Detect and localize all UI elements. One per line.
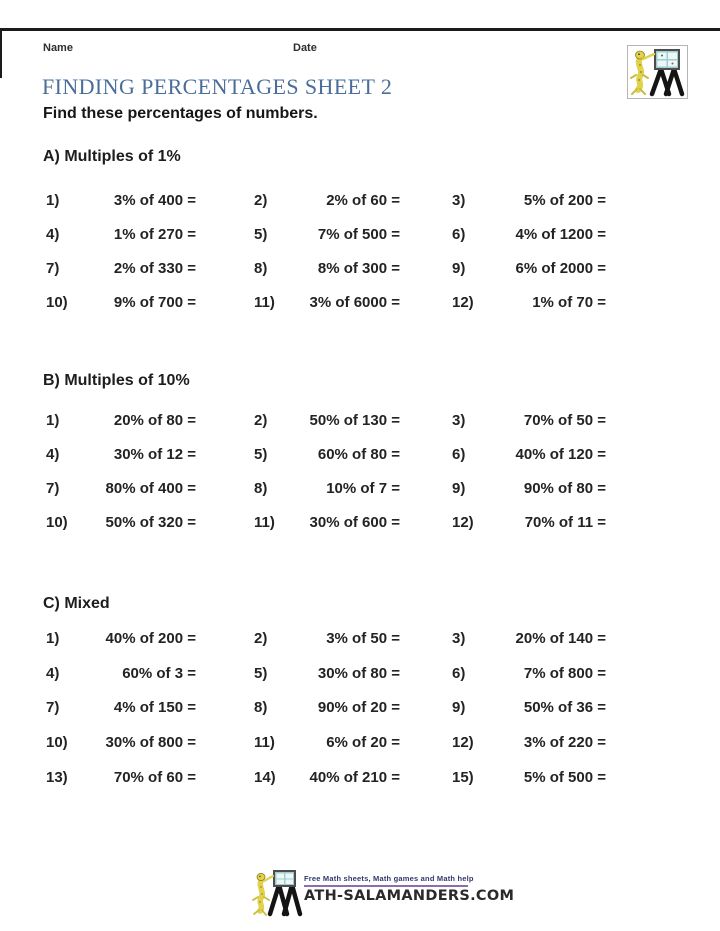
problem-expression: 2% of 330 = [113,259,196,277]
problem-expression: 7% of 500 = [317,225,400,243]
problem-expression: 9% of 700 = [113,293,196,311]
problem-row [46,437,606,471]
problem-number: 14) [254,769,276,787]
problem-number: 12) [452,293,474,311]
problem-expression: 3% of 400 = [113,191,196,209]
problem-expression: 3% of 6000 = [309,293,400,311]
problem-number: 7) [46,699,60,717]
problem-number: 3) [452,191,466,209]
problem-expression: 60% of 3 = [122,664,196,682]
problem-row [46,760,606,795]
section-c-problems [46,621,606,795]
problem-expression: 50% of 36 = [523,699,606,717]
problem-row [46,183,606,217]
footer-text-block [304,874,514,904]
problem-number: 7) [46,479,60,497]
problem-number: 6) [452,445,466,463]
problem-number: 7) [46,259,60,277]
problem-expression: 40% of 210 = [309,769,400,787]
problem-number: 2) [254,629,268,647]
section-c-heading: C) Mixed [43,595,110,612]
problem-number: 13) [46,769,68,787]
problem-number: 5) [254,225,268,243]
problem-number: 5) [254,664,268,682]
problem-expression: 3% of 50 = [326,629,400,647]
problem-number: 4) [46,664,60,682]
problem-number: 2) [254,191,268,209]
problem-expression: 20% of 140 = [515,629,606,647]
page-top-border [0,28,720,31]
problem-expression: 90% of 80 = [523,479,606,497]
footer-brand [251,869,514,917]
problem-row [46,725,606,760]
problem-expression: 5% of 200 = [523,191,606,209]
problem-expression: 2% of 60 = [326,191,400,209]
problem-number: 4) [46,225,60,243]
problem-expression: 10% of 7 = [326,479,400,497]
problem-row [46,621,606,656]
problem-expression: 8% of 300 = [317,259,400,277]
problem-expression: 40% of 200 = [105,629,196,647]
section-b-heading: B) Multiples of 10% [43,372,190,389]
problem-number: 12) [452,734,474,752]
problem-number: 2) [254,411,268,429]
problem-number: 15) [452,769,474,787]
problem-number: 10) [46,293,68,311]
problem-number: 11) [254,513,275,531]
problem-number: 3) [452,411,466,429]
problem-expression: 6% of 20 = [326,734,400,752]
date-label: Date [293,42,317,54]
problem-number: 9) [452,259,466,277]
problem-number: 6) [452,225,466,243]
problem-row [46,217,606,251]
problem-expression: 4% of 150 = [113,699,196,717]
problem-number: 12) [452,513,474,531]
problem-expression: 5% of 500 = [523,769,606,787]
problem-number: 11) [254,293,275,311]
problem-expression: 40% of 120 = [515,445,606,463]
problem-expression: 60% of 80 = [317,445,400,463]
problem-expression: 50% of 320 = [105,513,196,531]
problem-row [46,471,606,505]
salamander-easel-icon [251,869,303,917]
problem-expression: 7% of 800 = [523,664,606,682]
salamander-easel-icon [627,45,688,99]
problem-number: 8) [254,479,268,497]
problem-expression: 4% of 1200 = [515,225,606,243]
problem-number: 1) [46,191,60,209]
page-left-border [0,28,2,78]
problem-expression: 3% of 220 = [523,734,606,752]
section-a-problems [46,183,606,319]
problem-number: 8) [254,699,268,717]
problem-expression: 1% of 270 = [113,225,196,243]
problem-expression: 90% of 20 = [317,699,400,717]
problem-expression: 30% of 12 = [113,445,196,463]
problem-number: 9) [452,699,466,717]
problem-number: 4) [46,445,60,463]
problem-expression: 6% of 2000 = [515,259,606,277]
problem-row [46,656,606,691]
problem-number: 1) [46,411,60,429]
problem-row [46,403,606,437]
instruction-text: Find these percentages of numbers. [43,105,318,122]
section-b-problems [46,403,606,539]
problem-number: 1) [46,629,60,647]
problem-number: 10) [46,513,68,531]
problem-number: 11) [254,734,275,752]
problem-row [46,505,606,539]
problem-number: 5) [254,445,268,463]
name-label: Name [43,42,73,54]
footer-divider [304,885,468,887]
problem-expression: 70% of 60 = [113,769,196,787]
problem-expression: 30% of 600 = [309,513,400,531]
page-title: FINDING PERCENTAGES SHEET 2 [42,74,393,99]
problem-row [46,285,606,319]
problem-row [46,691,606,726]
problem-expression: 70% of 11 = [524,513,606,531]
problem-number: 9) [452,479,466,497]
problem-expression: 30% of 800 = [105,734,196,752]
problem-expression: 20% of 80 = [113,411,196,429]
math-salamanders-logo [627,45,688,99]
problem-number: 3) [452,629,466,647]
problem-expression: 1% of 70 = [532,293,606,311]
footer-tagline: Free Math sheets, Math games and Math help [304,874,474,883]
problem-expression: 80% of 400 = [105,479,196,497]
problem-expression: 70% of 50 = [523,411,606,429]
problem-row [46,251,606,285]
problem-expression: 50% of 130 = [309,411,400,429]
footer-site-name: ATH-SALAMANDERS.COM [304,888,515,904]
section-a-heading: A) Multiples of 1% [43,148,181,165]
problem-number: 6) [452,664,466,682]
problem-number: 8) [254,259,268,277]
problem-number: 10) [46,734,68,752]
problem-expression: 30% of 80 = [317,664,400,682]
